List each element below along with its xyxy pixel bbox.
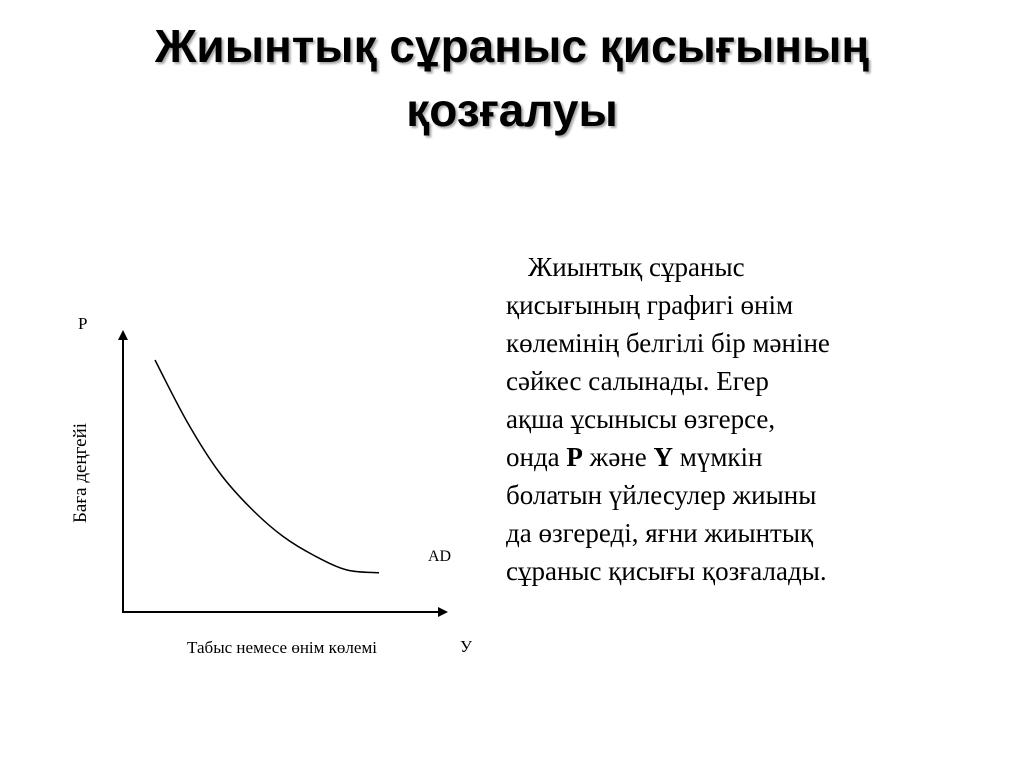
text-fragment: онда — [506, 442, 567, 472]
text-line-with-symbols — [506, 438, 986, 476]
y-axis-label: Баға деңгейі — [70, 422, 91, 524]
ad-curve — [155, 360, 379, 573]
text-line: сәйкес салынады. Егер — [506, 366, 769, 396]
text-line: да өзгереді, яғни жиынтық — [506, 518, 814, 548]
text-fragment: және — [582, 442, 654, 472]
title-line-1: Жиынтық сұраныс қисығының — [154, 20, 870, 72]
ad-curve-chart — [0, 290, 520, 670]
description-text — [506, 248, 986, 590]
y-symbol: Y — [653, 442, 673, 472]
x-axis-symbol: У — [460, 637, 473, 656]
text-line: Жиынтық сұраныс — [528, 252, 745, 282]
text-line: көлемінің белгілі бір мәніне — [506, 328, 830, 358]
title-line-2: қозғалуы — [406, 84, 618, 136]
text-line: сұраныс қисығы қозғалады. — [506, 556, 827, 586]
y-axis-symbol: P — [78, 314, 88, 333]
text-line: қисығының графигі өнім — [506, 290, 794, 320]
text-line: ақша ұсынысы өзгерсе, — [506, 404, 776, 434]
ad-curve-label: AD — [428, 548, 452, 565]
text-fragment: мүмкін — [673, 442, 763, 472]
slide-title — [0, 14, 1024, 142]
p-symbol: P — [566, 442, 583, 472]
x-axis-label: Табыс немесе өнім көлемі — [187, 638, 377, 657]
text-line: болатын үйлесулер жиыны — [506, 480, 817, 510]
